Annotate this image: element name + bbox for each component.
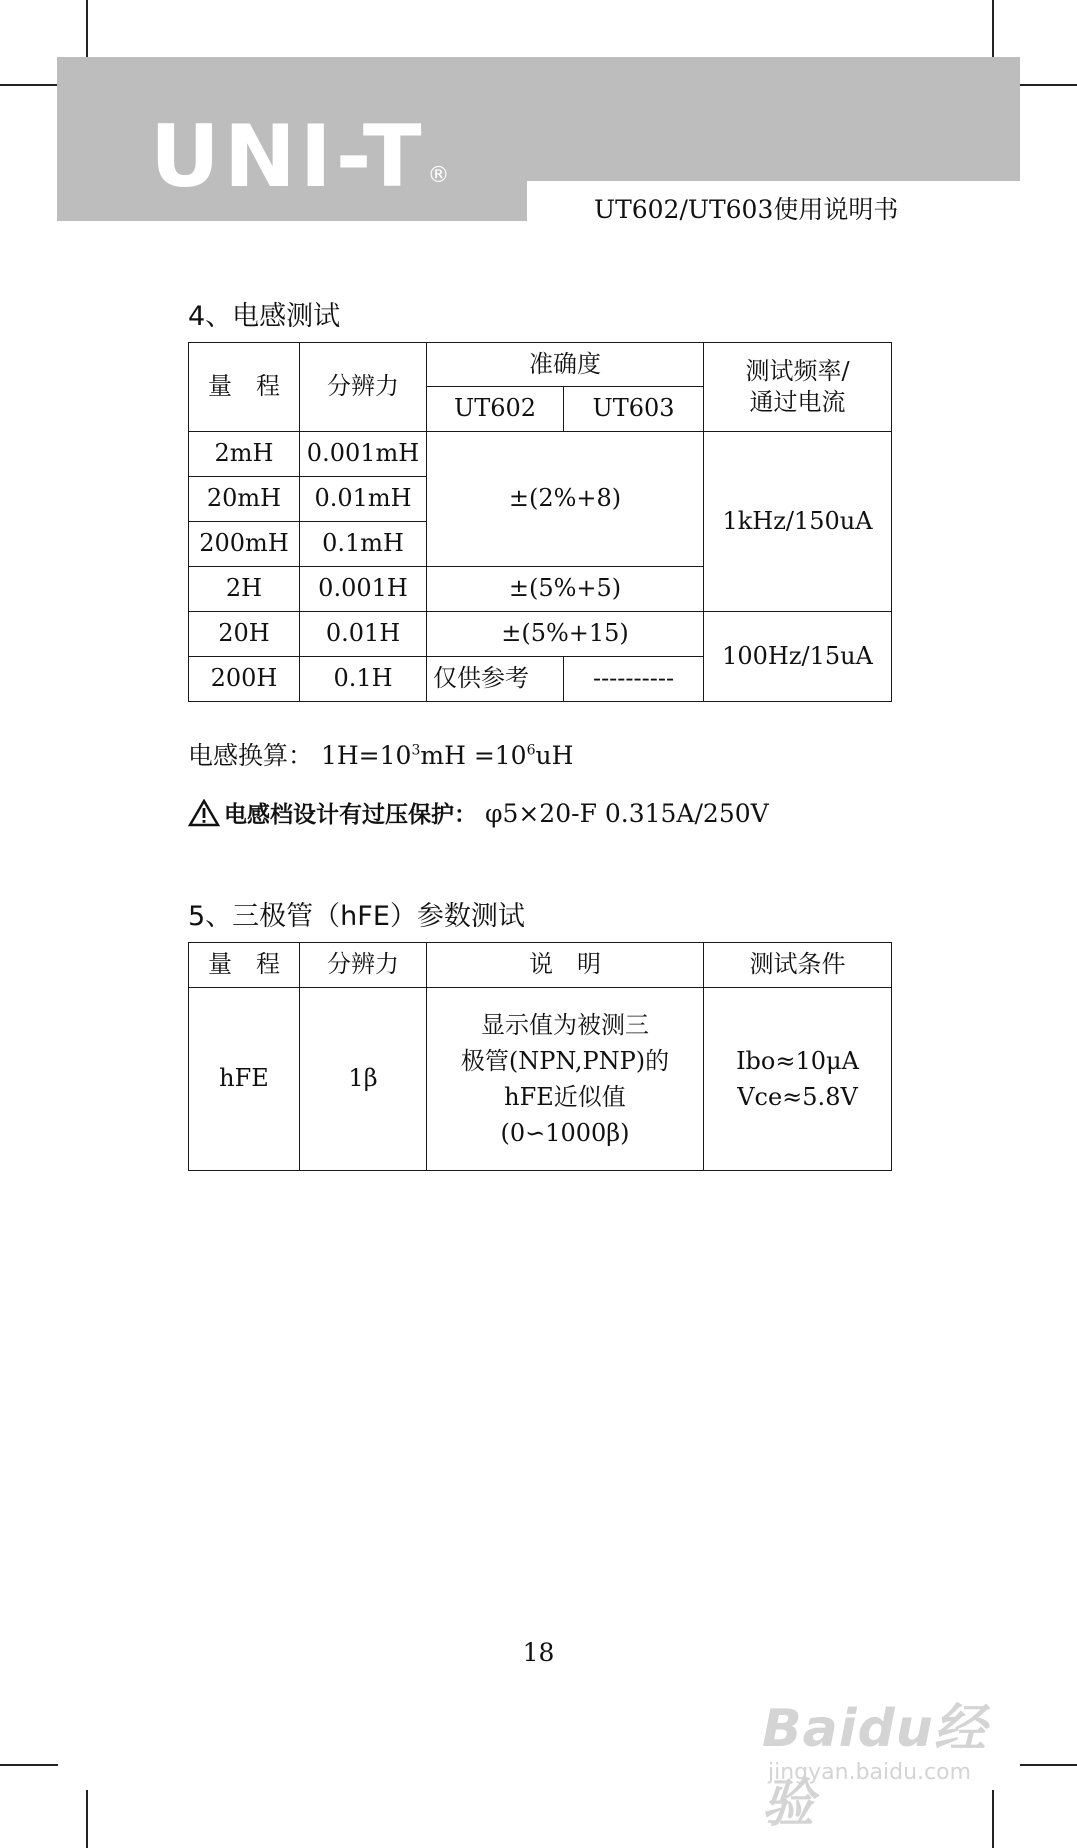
header-test-condition: 测试条件: [704, 943, 892, 988]
header-ut602: UT602: [427, 387, 564, 432]
header-ut603: UT603: [564, 387, 704, 432]
resolution-cell: 0.001mH: [300, 432, 427, 477]
resolution-cell: 0.001H: [300, 567, 427, 612]
document-title: UT602/UT603使用说明书: [594, 195, 899, 224]
accuracy-cell: ±(5%+15): [427, 612, 704, 657]
watermark-main: Baidu经验: [762, 1699, 987, 1834]
inductance-spec-table: [188, 342, 892, 702]
freq-cell: 1kHz/150uA: [704, 432, 892, 612]
overvoltage-warning: 电感档设计有过压保护： φ5×20-F 0.315A/250V: [188, 796, 769, 829]
accuracy-cell-ut602: 仅供参考: [427, 657, 564, 702]
crop-mark: [0, 1764, 58, 1766]
header-resolution: 分辨力: [300, 943, 427, 988]
header-accuracy: 准确度: [427, 343, 704, 387]
resolution-cell: 0.01mH: [300, 477, 427, 522]
hfe-spec-table: [188, 942, 892, 1171]
conversion-note: 电感换算： $1H=10^3mH =10^6uH$: [188, 741, 574, 770]
watermark-url: jingyan.baidu.com: [768, 1760, 972, 1785]
crop-mark: [86, 1790, 88, 1848]
crop-mark: [1020, 84, 1077, 86]
header-description: 说 明: [427, 943, 704, 988]
accuracy-cell: ±(5%+5): [427, 567, 704, 612]
description-cell: 显示值为被测三 极管(NPN,PNP)的 hFE近似值 (0∽1000β): [427, 988, 704, 1171]
range-cell: 20H: [189, 612, 300, 657]
accuracy-cell-ut603: ----------: [564, 657, 704, 702]
accuracy-cell: ±(2%+8): [427, 432, 704, 567]
section-heading-hfe: 5、三极管（hFE）参数测试: [188, 901, 525, 932]
range-cell: 2mH: [189, 432, 300, 477]
header-range: 量 程: [189, 343, 300, 432]
crop-mark: [1020, 1764, 1077, 1766]
brand-logo: UNI-T®: [150, 107, 454, 207]
range-cell: 2H: [189, 567, 300, 612]
range-cell: 200H: [189, 657, 300, 702]
warning-triangle-icon: [188, 799, 220, 827]
crop-mark: [86, 0, 88, 58]
test-condition-cell: Ibo≈10μA Vce≈5.8V: [704, 988, 892, 1171]
baidu-watermark: [762, 1680, 1022, 1834]
page-number: 18: [522, 1638, 555, 1667]
freq-cell: 100Hz/15uA: [704, 612, 892, 702]
resolution-cell: 1β: [300, 988, 427, 1171]
section-heading-inductance: 4、电感测试: [188, 301, 341, 332]
range-cell: 20mH: [189, 477, 300, 522]
resolution-cell: 0.1mH: [300, 522, 427, 567]
range-cell: 200mH: [189, 522, 300, 567]
header-test-freq: 测试频率/ 通过电流: [704, 343, 892, 432]
crop-mark: [0, 84, 58, 86]
range-cell: hFE: [189, 988, 300, 1171]
resolution-cell: 0.01H: [300, 612, 427, 657]
resolution-cell: 0.1H: [300, 657, 427, 702]
header-range: 量 程: [189, 943, 300, 988]
crop-mark: [992, 0, 994, 58]
header-resolution: 分辨力: [300, 343, 427, 432]
